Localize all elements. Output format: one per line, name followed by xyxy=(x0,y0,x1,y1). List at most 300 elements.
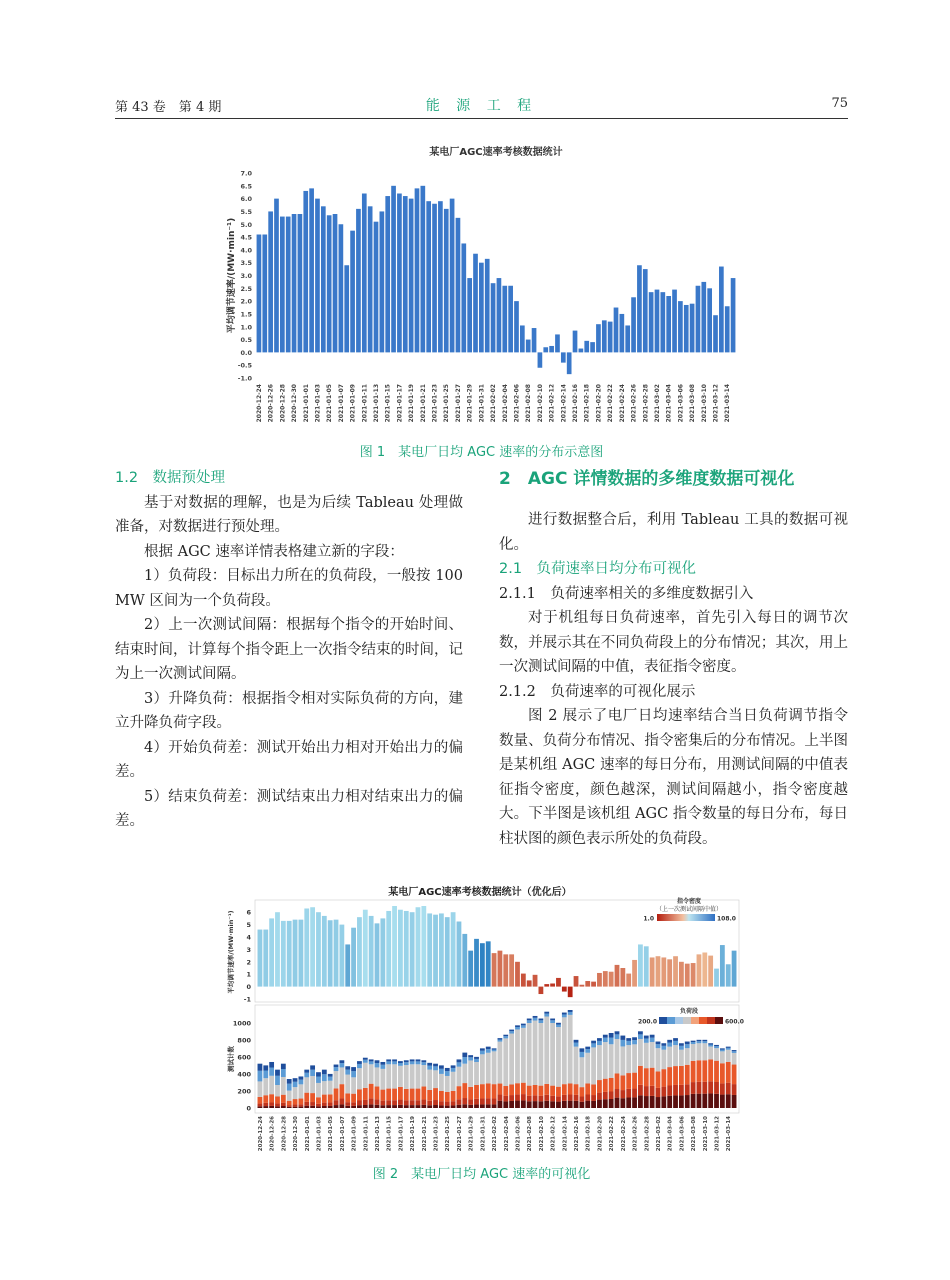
bar xyxy=(609,972,614,987)
x-tick-label: 2021-02-26 xyxy=(630,384,638,423)
stacked-bar-segment xyxy=(685,1095,690,1108)
stacked-bar-segment xyxy=(603,1099,608,1108)
y-tick-label: 1 xyxy=(246,970,251,979)
stacked-bar-segment xyxy=(380,1065,385,1069)
stacked-bar-segment xyxy=(597,1045,602,1080)
x-tick-label: 2021-01-09 xyxy=(349,384,357,423)
bar xyxy=(574,976,579,987)
x-tick-label: 2021-01-23 xyxy=(431,384,439,423)
stacked-bar-segment xyxy=(427,1101,432,1106)
stacked-bar-segment xyxy=(732,1065,737,1085)
load-legend-max: 600.0 xyxy=(725,1018,744,1026)
stacked-bar-segment xyxy=(509,1101,514,1108)
stacked-bar-segment xyxy=(732,1095,737,1108)
stacked-bar-segment xyxy=(667,1067,672,1085)
stacked-bar-segment xyxy=(685,1084,690,1095)
stacked-bar-segment xyxy=(281,1103,286,1106)
bar xyxy=(731,278,736,352)
x-tick-label: 2021-02-22 xyxy=(607,384,615,423)
stacked-bar-segment xyxy=(480,1048,485,1050)
bottom-y-axis-label: 测试计数 xyxy=(227,1046,235,1072)
bar xyxy=(732,951,737,987)
stacked-bar-segment xyxy=(304,1102,309,1106)
section-2-heading: 2 AGC 详情数据的多维度数据可视化 xyxy=(499,469,795,489)
paragraph: 基于对数据的理解，也是为后续 Tableau 处理做准备，对数据进行预处理。 xyxy=(115,494,463,535)
stacked-bar-segment xyxy=(574,1047,579,1084)
stacked-bar-segment xyxy=(462,1064,467,1083)
stacked-bar-segment xyxy=(585,1095,590,1101)
bar xyxy=(549,346,554,352)
stacked-bar-segment xyxy=(562,1014,567,1017)
stacked-bar-segment xyxy=(421,1065,426,1086)
stacked-bar-segment xyxy=(363,1100,368,1105)
bar xyxy=(626,974,631,987)
stacked-bar-segment xyxy=(263,1095,268,1103)
stacked-bar-segment xyxy=(691,1044,696,1061)
stacked-bar-segment xyxy=(644,1038,649,1042)
x-tick-label: 2021-01-13 xyxy=(373,384,380,423)
stacked-bar-segment xyxy=(492,1098,497,1104)
stacked-bar-segment xyxy=(626,1098,631,1108)
stacked-bar-segment xyxy=(275,1103,280,1106)
stacked-bar-segment xyxy=(615,1098,620,1108)
stacked-bar-segment xyxy=(720,1051,725,1063)
stacked-bar-segment xyxy=(568,1010,573,1012)
stacked-bar-segment xyxy=(445,1071,450,1076)
stacked-bar-segment xyxy=(714,1048,719,1061)
stacked-bar-segment xyxy=(486,1104,491,1108)
stacked-bar-segment xyxy=(726,1083,731,1095)
stacked-bar-segment xyxy=(263,1078,268,1095)
stacked-bar-segment xyxy=(697,1060,702,1081)
stacked-bar-segment xyxy=(398,1105,403,1108)
x-tick-label: 2021-03-08 xyxy=(691,1116,698,1152)
stacked-bar-segment xyxy=(679,1046,684,1050)
stacked-bar-segment xyxy=(626,1038,631,1041)
stacked-bar-segment xyxy=(632,1037,637,1040)
stacked-bar-segment xyxy=(615,1073,620,1089)
stacked-bar-segment xyxy=(486,1047,491,1049)
stacked-bar-segment xyxy=(603,1035,608,1038)
stacked-bar-segment xyxy=(293,1078,298,1082)
stacked-bar-segment xyxy=(310,1102,315,1106)
stacked-bar-segment xyxy=(433,1070,438,1088)
y-tick-label: 7.0 xyxy=(240,169,252,178)
x-tick-label: 2021-02-08 xyxy=(527,1116,534,1152)
y-tick-label: 1.0 xyxy=(240,323,252,332)
page-number: 75 xyxy=(831,96,848,111)
stacked-bar-segment xyxy=(702,1040,707,1041)
stacked-bar-segment xyxy=(363,1088,368,1100)
stacked-bar-segment xyxy=(702,1082,707,1094)
y-axis-label: 平均调节速率/(MW·min⁻¹) xyxy=(227,217,237,334)
stacked-bar-segment xyxy=(357,1105,362,1108)
stacked-bar-segment xyxy=(392,1061,397,1064)
bar xyxy=(293,920,298,987)
x-tick-label: 2021-01-27 xyxy=(454,384,462,423)
stacked-bar-segment xyxy=(445,1076,450,1092)
stacked-bar-segment xyxy=(416,1089,421,1101)
stacked-bar-segment xyxy=(492,1051,497,1084)
bar xyxy=(678,301,683,352)
stacked-bar-segment xyxy=(673,1066,678,1085)
stacked-bar-segment xyxy=(597,1038,602,1041)
stacked-bar-segment xyxy=(498,1095,503,1101)
load-legend-swatch xyxy=(675,1017,683,1024)
load-legend-swatch xyxy=(659,1017,667,1024)
bar xyxy=(392,906,397,987)
density-legend-max: 108.0 xyxy=(717,915,736,923)
stacked-bar-segment xyxy=(392,1089,397,1101)
stacked-bar-segment xyxy=(386,1089,391,1101)
stacked-bar-segment xyxy=(293,1082,298,1087)
stacked-bar-segment xyxy=(445,1102,450,1106)
stacked-bar-segment xyxy=(416,1064,421,1088)
x-tick-label: 2021-01-13 xyxy=(375,1116,381,1152)
stacked-bar-segment xyxy=(732,1051,737,1053)
bar xyxy=(650,957,655,986)
stacked-bar-segment xyxy=(480,1104,485,1108)
stacked-bar-segment xyxy=(620,1036,625,1040)
stacked-bar-segment xyxy=(421,1105,426,1108)
stacked-bar-segment xyxy=(299,1084,304,1098)
bar xyxy=(708,956,713,987)
stacked-bar-segment xyxy=(351,1102,356,1106)
stacked-bar-segment xyxy=(445,1106,450,1108)
bar xyxy=(527,980,532,986)
bar xyxy=(468,951,473,987)
paragraph: 对于机组每日负荷速率，首先引入每日的调节次数，并展示其在不同负荷段上的分布情况；其次，用上一次测试间隔的中值，表征指令密度。 xyxy=(499,610,848,675)
bar xyxy=(362,194,367,353)
x-tick-label: 2021-03-10 xyxy=(702,1116,709,1152)
stacked-bar-segment xyxy=(638,1066,643,1085)
bar xyxy=(596,324,601,352)
x-tick-label: 2021-03-10 xyxy=(700,384,708,423)
bar xyxy=(457,922,462,987)
stacked-bar-segment xyxy=(339,1084,344,1098)
x-tick-label: 2021-02-18 xyxy=(585,1116,592,1152)
bar xyxy=(339,925,344,987)
stacked-bar-segment xyxy=(714,1094,719,1108)
top-y-axis-label: 平均调节速率/(MW·min⁻¹) xyxy=(227,910,235,994)
stacked-bar-segment xyxy=(650,1068,655,1086)
stacked-bar-segment xyxy=(503,1101,508,1108)
x-tick-label: 2021-02-24 xyxy=(620,1116,627,1152)
stacked-bar-segment xyxy=(673,1041,678,1045)
stacked-bar-segment xyxy=(263,1065,268,1070)
stacked-bar-segment xyxy=(310,1065,315,1069)
stacked-bar-segment xyxy=(667,1040,672,1043)
stacked-bar-segment xyxy=(632,1044,637,1072)
stacked-bar-segment xyxy=(299,1099,304,1105)
bar xyxy=(637,265,642,352)
stacked-bar-segment xyxy=(369,1059,374,1061)
bar xyxy=(356,209,361,353)
stacked-bar-segment xyxy=(638,1031,643,1034)
stacked-bar-segment xyxy=(322,1103,327,1106)
stacked-bar-segment xyxy=(620,1098,625,1108)
bar xyxy=(556,978,561,987)
stacked-bar-segment xyxy=(509,1031,514,1033)
x-tick-label: 2020-12-28 xyxy=(279,384,287,423)
x-tick-label: 2021-01-31 xyxy=(478,384,486,423)
stacked-bar-segment xyxy=(293,1104,298,1106)
stacked-bar-segment xyxy=(445,1068,450,1071)
load-legend-swatch xyxy=(691,1017,699,1024)
paragraph: 进行数据整合后，利用 Tableau 工具的数据可视化。 xyxy=(499,512,848,553)
stacked-bar-segment xyxy=(515,1101,520,1108)
stacked-bar-segment xyxy=(345,1066,350,1069)
stacked-bar-segment xyxy=(691,1061,696,1082)
bar xyxy=(334,920,339,987)
journal-volume: 第 43 卷 第 4 期 xyxy=(115,100,222,115)
stacked-bar-segment xyxy=(380,1069,385,1090)
stacked-bar-segment xyxy=(328,1094,333,1102)
stacked-bar-segment xyxy=(386,1059,391,1061)
x-tick-label: 2021-02-20 xyxy=(597,1116,604,1152)
bar xyxy=(474,939,479,987)
bar xyxy=(456,218,461,353)
bar xyxy=(281,921,286,987)
stacked-bar-segment xyxy=(521,1028,526,1083)
x-tick-label: 2021-01-05 xyxy=(328,1116,335,1152)
stacked-bar-segment xyxy=(392,1059,397,1061)
stacked-bar-segment xyxy=(275,1070,280,1076)
bar xyxy=(660,292,665,352)
load-legend-swatch xyxy=(699,1017,707,1024)
figure-1-chart xyxy=(220,140,740,435)
density-legend-ramp xyxy=(657,914,715,921)
stacked-bar-segment xyxy=(369,1104,374,1108)
stacked-bar-segment xyxy=(316,1097,321,1103)
stacked-bar-segment xyxy=(258,1104,263,1107)
x-tick-label: 2021-01-19 xyxy=(408,384,416,423)
stacked-bar-segment xyxy=(673,1095,678,1108)
bar xyxy=(597,973,602,987)
stacked-bar-segment xyxy=(544,1014,549,1017)
bar xyxy=(515,962,520,987)
stacked-bar-segment xyxy=(398,1100,403,1105)
stacked-bar-segment xyxy=(357,1101,362,1106)
stacked-bar-segment xyxy=(732,1084,737,1095)
x-tick-label: 2021-01-17 xyxy=(396,384,404,423)
stacked-bar-segment xyxy=(515,1025,520,1027)
bar xyxy=(480,943,485,986)
x-tick-label: 2021-02-28 xyxy=(642,384,650,423)
bar xyxy=(385,196,390,352)
stacked-bar-segment xyxy=(667,1043,672,1047)
bar xyxy=(684,305,689,352)
stacked-bar-segment xyxy=(410,1100,415,1105)
x-tick-label: 2021-02-14 xyxy=(560,384,568,423)
bar xyxy=(696,286,701,353)
stacked-bar-segment xyxy=(281,1106,286,1108)
bar xyxy=(391,186,396,353)
bar xyxy=(521,974,526,987)
bar xyxy=(539,987,544,994)
stacked-bar-segment xyxy=(656,1044,661,1048)
stacked-bar-segment xyxy=(474,1059,479,1062)
stacked-bar-segment xyxy=(345,1075,350,1094)
stacked-bar-segment xyxy=(650,1042,655,1068)
x-tick-label: 2021-02-28 xyxy=(644,1116,651,1152)
x-tick-label: 2021-01-21 xyxy=(421,1116,428,1152)
bar xyxy=(649,292,654,352)
stacked-bar-segment xyxy=(603,1079,608,1092)
stacked-bar-segment xyxy=(427,1105,432,1108)
y-tick-label: 3.5 xyxy=(240,259,252,268)
stacked-bar-segment xyxy=(726,1048,731,1050)
stacked-bar-segment xyxy=(410,1089,415,1101)
stacked-bar-segment xyxy=(556,1027,561,1087)
bar xyxy=(344,265,349,352)
stacked-bar-segment xyxy=(667,1047,672,1067)
bar xyxy=(309,188,314,352)
stacked-bar-segment xyxy=(386,1100,391,1105)
load-legend-swatch xyxy=(707,1017,715,1024)
bar xyxy=(691,963,696,987)
stacked-bar-segment xyxy=(457,1105,462,1108)
stacked-bar-segment xyxy=(726,1047,731,1048)
stacked-bar-segment xyxy=(439,1074,444,1091)
stacked-bar-segment xyxy=(667,1096,672,1108)
bar xyxy=(262,235,267,353)
stacked-bar-segment xyxy=(527,1020,532,1023)
bar xyxy=(374,222,379,353)
stacked-bar-segment xyxy=(281,1077,286,1095)
bar xyxy=(526,340,531,353)
stacked-bar-segment xyxy=(480,1084,485,1098)
stacked-bar-segment xyxy=(503,1036,508,1038)
stacked-bar-segment xyxy=(398,1063,403,1066)
stacked-bar-segment xyxy=(503,1035,508,1036)
stacked-bar-segment xyxy=(316,1072,321,1076)
stacked-bar-segment xyxy=(299,1104,304,1106)
stacked-bar-segment xyxy=(720,1050,725,1052)
y-tick-label: 4.5 xyxy=(240,233,252,242)
stacked-bar-segment xyxy=(486,1049,491,1053)
stacked-bar-segment xyxy=(591,1101,596,1108)
stacked-bar-segment xyxy=(492,1050,497,1052)
stacked-bar-segment xyxy=(269,1094,274,1102)
stacked-bar-segment xyxy=(726,1062,731,1083)
bar xyxy=(702,953,707,987)
stacked-bar-segment xyxy=(299,1107,304,1108)
x-tick-label: 2021-02-10 xyxy=(536,384,544,423)
stacked-bar-segment xyxy=(334,1071,339,1088)
stacked-bar-segment xyxy=(556,1102,561,1108)
stacked-bar-segment xyxy=(539,1096,544,1102)
stacked-bar-segment xyxy=(375,1087,380,1100)
stacked-bar-segment xyxy=(457,1099,462,1104)
y-tick-label: 2.5 xyxy=(240,284,252,293)
stacked-bar-segment xyxy=(509,1095,514,1101)
stacked-bar-segment xyxy=(439,1069,444,1074)
stacked-bar-segment xyxy=(609,1092,614,1099)
x-tick-label: 2021-02-02 xyxy=(490,384,498,423)
stacked-bar-segment xyxy=(486,1083,491,1098)
stacked-bar-segment xyxy=(263,1071,268,1079)
stacked-bar-segment xyxy=(574,1040,579,1043)
stacked-bar-segment xyxy=(685,1044,690,1048)
stacked-bar-segment xyxy=(316,1106,321,1108)
y-tick-label: 800 xyxy=(237,1036,251,1045)
stacked-bar-segment xyxy=(626,1073,631,1089)
stacked-bar-segment xyxy=(445,1092,450,1102)
stacked-bar-segment xyxy=(433,1100,438,1105)
stacked-bar-segment xyxy=(492,1048,497,1049)
x-tick-label: 2021-01-05 xyxy=(326,384,334,423)
stacked-bar-segment xyxy=(626,1045,631,1073)
stacked-bar-segment xyxy=(269,1102,274,1105)
stacked-bar-segment xyxy=(726,1050,731,1062)
stacked-bar-segment xyxy=(357,1061,362,1064)
stacked-bar-segment xyxy=(328,1074,333,1077)
stacked-bar-segment xyxy=(550,1020,555,1023)
stacked-bar-segment xyxy=(720,1095,725,1108)
stacked-bar-segment xyxy=(275,1085,280,1097)
stacked-bar-segment xyxy=(650,1035,655,1038)
stacked-bar-segment xyxy=(334,1067,339,1071)
stacked-bar-segment xyxy=(650,1086,655,1096)
stacked-bar-segment xyxy=(328,1081,333,1095)
stacked-bar-segment xyxy=(275,1076,280,1085)
stacked-bar-segment xyxy=(363,1060,368,1063)
x-tick-label: 2020-12-24 xyxy=(257,1116,264,1152)
stacked-bar-segment xyxy=(656,1088,661,1097)
stacked-bar-segment xyxy=(258,1071,263,1082)
x-tick-label: 2021-01-27 xyxy=(456,1116,463,1152)
stacked-bar-segment xyxy=(550,1096,555,1102)
bar xyxy=(292,214,297,352)
stacked-bar-segment xyxy=(533,1095,538,1101)
stacked-bar-segment xyxy=(345,1106,350,1108)
figure-2-chart xyxy=(222,882,742,1156)
bar xyxy=(298,214,303,352)
stacked-bar-segment xyxy=(486,1098,491,1104)
bar xyxy=(409,199,414,353)
bar xyxy=(631,297,636,352)
stacked-bar-segment xyxy=(468,1055,473,1057)
figure-2-caption: 图 2 某电厂日均 AGC 速率的可视化 xyxy=(372,1167,591,1182)
x-tick-label: 2021-01-19 xyxy=(410,1116,417,1152)
stacked-bar-segment xyxy=(462,1083,467,1098)
bar xyxy=(591,982,596,987)
bar xyxy=(562,987,567,992)
stacked-bar-segment xyxy=(714,1046,719,1048)
stacked-bar-segment xyxy=(656,1048,661,1071)
stacked-bar-segment xyxy=(299,1076,304,1079)
stacked-bar-segment xyxy=(539,1020,544,1023)
stacked-bar-segment xyxy=(708,1045,713,1047)
x-tick-label: 2021-02-18 xyxy=(583,384,591,423)
stacked-bar-segment xyxy=(533,1085,538,1095)
y-tick-label: 1.5 xyxy=(240,310,252,319)
paragraph: 2）上一次测试间隔：根据每个指令的开始时间、结束时间，计算每个指令距上一次指令结束的时间，记为上一次测试间隔。 xyxy=(115,617,463,682)
stacked-bar-segment xyxy=(579,1048,584,1052)
y-tick-label: 5.0 xyxy=(240,220,252,229)
bar xyxy=(421,906,426,987)
y-tick-label: 2 xyxy=(246,958,251,967)
bar xyxy=(304,908,309,986)
y-tick-label: 6.5 xyxy=(240,182,252,191)
x-tick-label: 2021-01-07 xyxy=(337,384,345,423)
bar xyxy=(514,301,519,352)
figure-1-caption: 图 1 某电厂日均 AGC 速率的分布示意图 xyxy=(359,445,604,460)
stacked-bar-segment xyxy=(661,1069,666,1086)
x-tick-label: 2021-01-07 xyxy=(339,1116,346,1152)
bar xyxy=(258,930,263,987)
